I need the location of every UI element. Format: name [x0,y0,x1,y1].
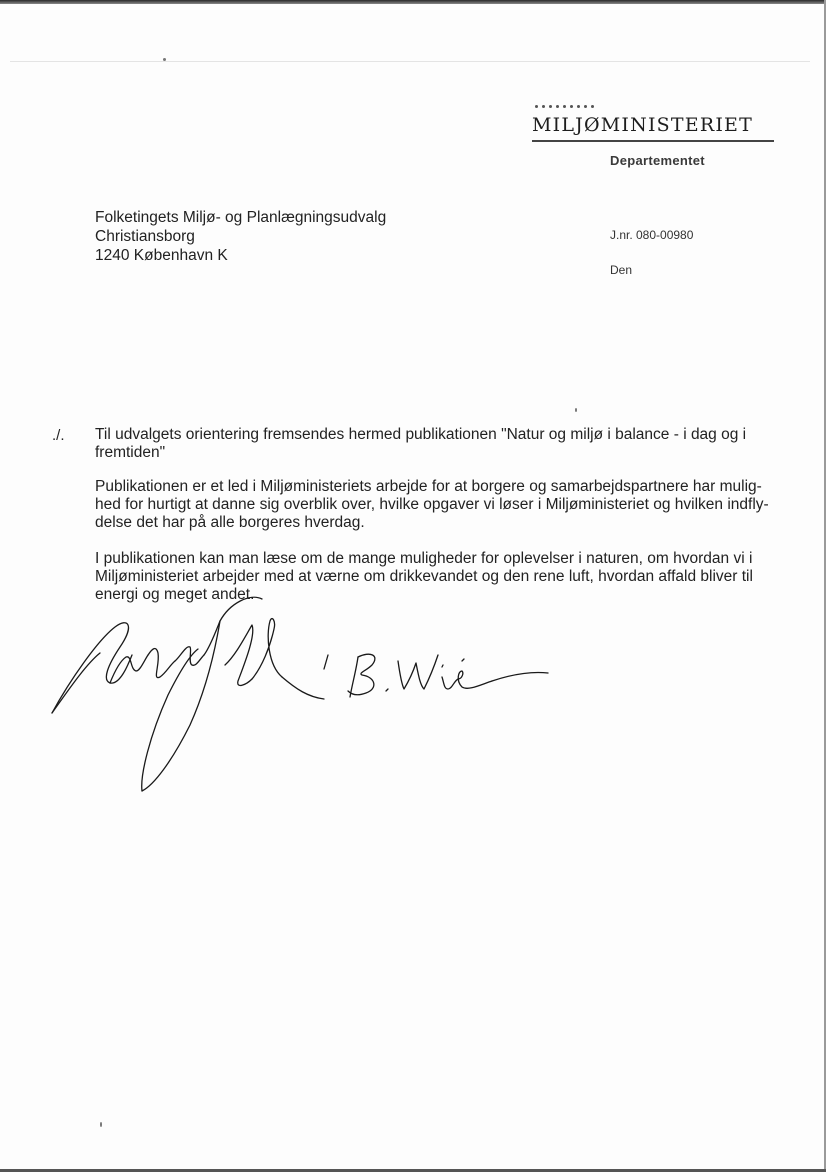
paragraph-line: Til udvalgets orientering fremsendes hermed publikationen "Natur og miljø i balance - i dag og i [95,426,747,443]
logo-dot [542,105,545,108]
paragraph-line: Miljøministeriet arbejder med at værne om drikkevandet og den rene luft, hvordan affald bliver til [95,568,753,585]
logo-dot [570,105,573,108]
journal-number: J.nr. 080-00980 [610,228,694,242]
recipient-address [95,208,386,265]
scan-speck [100,1122,102,1127]
logo-dot [556,105,559,108]
scan-speck [575,408,577,412]
paragraph-purpose [95,478,775,532]
paragraph-line: fremtiden" [95,444,166,461]
date-label: Den [610,263,633,277]
logo-dot [563,105,566,108]
scan-speck [163,58,166,61]
logo-dot [577,105,580,108]
paragraph-line: I publikationen kan man læse om de mange muligheder for oplevelser i naturen, om hvordan vi i [95,550,753,567]
paragraph-line: Publikationen er et led i Miljøministeriets arbejde for at borgere og samarbejdspartnere har mulig- [95,478,762,495]
logo-underline [532,140,774,142]
scan-top-edge [0,0,826,4]
paragraph-intro [95,426,775,462]
address-line: Christiansborg [95,228,195,245]
paragraph-line: delse det har på alle borgeres hverdag. [95,514,365,531]
logo-dot [535,105,538,108]
logo-dot [591,105,594,108]
address-line: Folketingets Miljø- og Planlægningsudvalg [95,209,387,226]
handwritten-signature [40,585,570,800]
address-line: 1240 København K [95,247,228,264]
paragraph-line: hed for hurtigt at danne sig overblik over, hvilke opgaver vi løser i Miljøministeriet og hvilken indfly- [95,496,769,513]
paragraph-line: energi og meget andet. [95,586,255,603]
logo-dot [584,105,587,108]
logo-dots [535,105,594,111]
logo-dot [549,105,552,108]
scan-artifact-line [10,61,810,62]
enclosure-mark: ./. [52,427,65,444]
ministry-name: MILJØMINISTERIET [532,114,753,136]
department-name: Departementet [610,153,705,168]
